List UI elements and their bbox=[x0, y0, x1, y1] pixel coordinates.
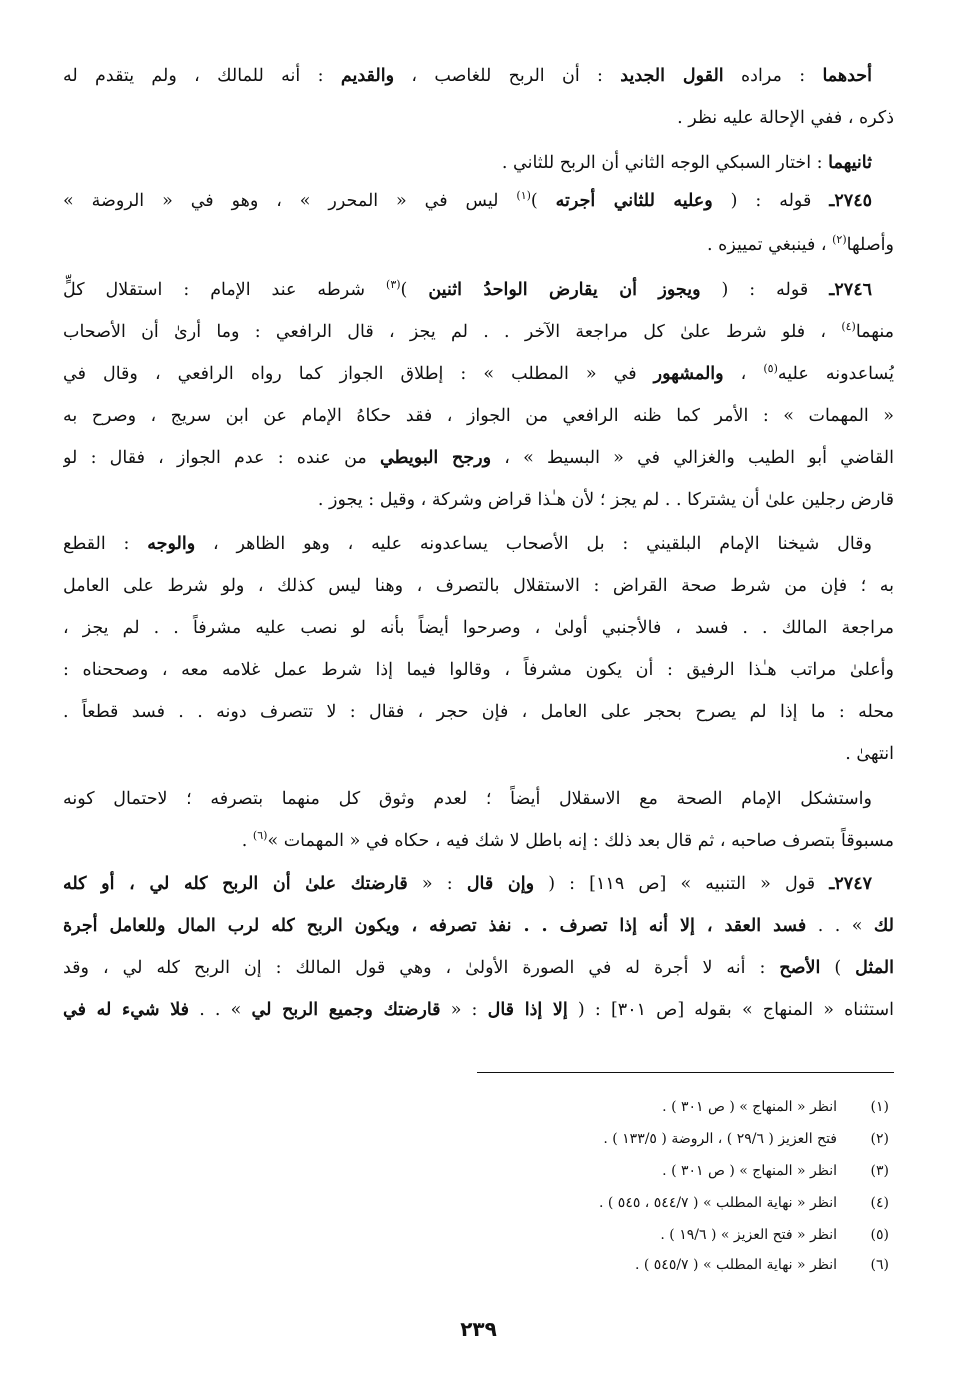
text-line: ٢٧٤٧ـ قول « التنبيه » [ص ١١٩] : ( وإن قال : « قارضتك علىٰ أن الربح كله لي ، أو كله bbox=[63, 874, 872, 894]
footnote-number: (١) bbox=[870, 1099, 889, 1115]
text-line: ثانيهما : اختار السبكي الوجه الثاني أن الربح للثاني . bbox=[501, 153, 872, 173]
text-line: وقال شيخنا الإمام البلقيني : بل الأصحاب يساعدونه عليه ، وهو الظاهر ، والوجه : القطع bbox=[63, 534, 872, 554]
footnote-text: انظر « المنهاج » ( ص ٣٠١ ) . bbox=[662, 1099, 837, 1115]
footnote-divider bbox=[477, 1072, 894, 1073]
footnote bbox=[63, 1220, 889, 1250]
text-line: استثناه « المنهاج » بقوله [ص ٣٠١] : ( إلا إذا قال : « قارضتك وجميع الربح لي » . . فلا شيء له في bbox=[63, 1000, 894, 1020]
text-line: لك » . . فسد العقد ، إلا أنه إذا تصرف . . نفذ تصرفه ، ويكون الربح كله لرب المال وللعامل أجرة bbox=[63, 916, 894, 936]
footnote bbox=[63, 1124, 889, 1154]
text-line: مراجعة المالك . . فسد ، فالأجنبي أولىٰ ، وصرحوا أيضاً بأنه لو نصب عليه مشرفاً . . لم يجز ، bbox=[63, 618, 894, 638]
footnote-text: انظر « فتح العزيز » ( ١٩/٦ ) . bbox=[660, 1227, 837, 1243]
text-line: منهما$^{(٤)}$ ، فلو شرط علىٰ كل مراجعة الآخر . . لم يجز ، قال الرافعي : وما أرىٰ أن الأصحاب bbox=[63, 320, 894, 342]
text-line: واستشكل الإمام الصحة مع الاسقلال أيضاً ؛ لعدم وثوق كل منهما بتصرفه ؛ لاحتمال كونه bbox=[63, 789, 872, 809]
footnote bbox=[63, 1092, 889, 1122]
text-line: يُساعدونه عليه$^{(٥)}$ ، والمشهور في « المطلب » : إطلاق الجواز كما رواه الرافعي ، وقال في bbox=[63, 362, 894, 384]
text-line: مسبوقاً بتصرف صاحبه ، ثم قال بعد ذلك : إنه باطل لا شك فيه ، حكاه في « المهمات »$^{(٦)}$ . bbox=[241, 829, 894, 851]
footnote-text: فتح العزيز ( ٢٩/٦ ) ، الروضة ( ١٣٣/٥ ) . bbox=[603, 1131, 837, 1147]
footnote-number: (٢) bbox=[870, 1131, 889, 1147]
footnote-text: انظر « المنهاج » ( ص ٣٠١ ) . bbox=[662, 1163, 837, 1179]
text-line: وأعلىٰ مراتب هـٰذا الرفيق : أن يكون مشرفاً ، وقالوا فيما إذا شرط عمل غلامه معه ، وصححناه : bbox=[63, 660, 894, 680]
text-line: القاضي أبو الطيب والغزالي في « البسيط » ، ورجح البويطي من عنده : عدم الجواز ، فقال : لو bbox=[63, 448, 894, 468]
footnote bbox=[63, 1156, 889, 1186]
text-line: انتهىٰ . bbox=[845, 744, 894, 764]
page-number: ٢٣٩ bbox=[460, 1317, 497, 1341]
text-line: به ؛ فإن من شرط صحة القراض : الاستقلال بالتصرف ، وهنا ليس كذلك ، ولو شرط على العامل bbox=[63, 576, 894, 596]
text-line: « المهمات » : الأمر كما ظنه الرافعي من الجواز ، فقد حكاهُ الإمام عن ابن سريج ، وصرح به bbox=[63, 406, 894, 426]
footnote-text: انظر « نهاية المطلب » ( ٥٤٥/٧ ) . bbox=[634, 1257, 837, 1273]
text-line: المثل ) الأصح : أنه لا أجرة له في الصورة الأولىٰ ، وهي قول المالك : إن الربح كله لي ، وقد bbox=[63, 958, 894, 978]
text-line: ٢٧٤٦ـ قوله : ( ويجوز أن يقارض الواحدُ اثنين )$^{(٣)}$ شرطه عند الإمام : استقلال كلٍّ bbox=[63, 278, 872, 300]
text-line: ذكره ، ففي الإحالة عليه نظر . bbox=[677, 108, 894, 128]
text-line: محله : ما إذا لم يصرح بحجر على العامل ، فإن حجر ، فقال : لا تتصرف دونه . . فسد قطعاً . bbox=[63, 702, 894, 722]
footnote-number: (٤) bbox=[870, 1195, 889, 1211]
footnote bbox=[63, 1250, 889, 1280]
text-line: وأصلها$^{(٢)}$ ، فينبغي تمييزه . bbox=[707, 233, 894, 255]
text-line: قارض رجلين علىٰ أن يشتركا . . لم يجز ؛ لأن هـٰذا قراض وشركة ، وقيل : يجوز . bbox=[317, 490, 894, 510]
footnote-number: (٥) bbox=[870, 1227, 889, 1243]
text-line: ٢٧٤٥ـ قوله : ( وعليه للثاني أجرته )$^{(١)}$ ليس في « المحرر » ، وهو في « الروضة » bbox=[63, 189, 872, 211]
text-line: أحدهما : مراده القول الجديد : أن الربح للغاصب ، والقديم : أنه للمالك ، ولم يتقدم له bbox=[63, 66, 872, 86]
footnote-number: (٣) bbox=[870, 1163, 889, 1179]
footnote-text: انظر « نهاية المطلب » ( ٥٤٤/٧ ، ٥٤٥ ) . bbox=[598, 1195, 837, 1211]
footnote-number: (٦) bbox=[870, 1257, 889, 1273]
footnote bbox=[63, 1188, 889, 1218]
